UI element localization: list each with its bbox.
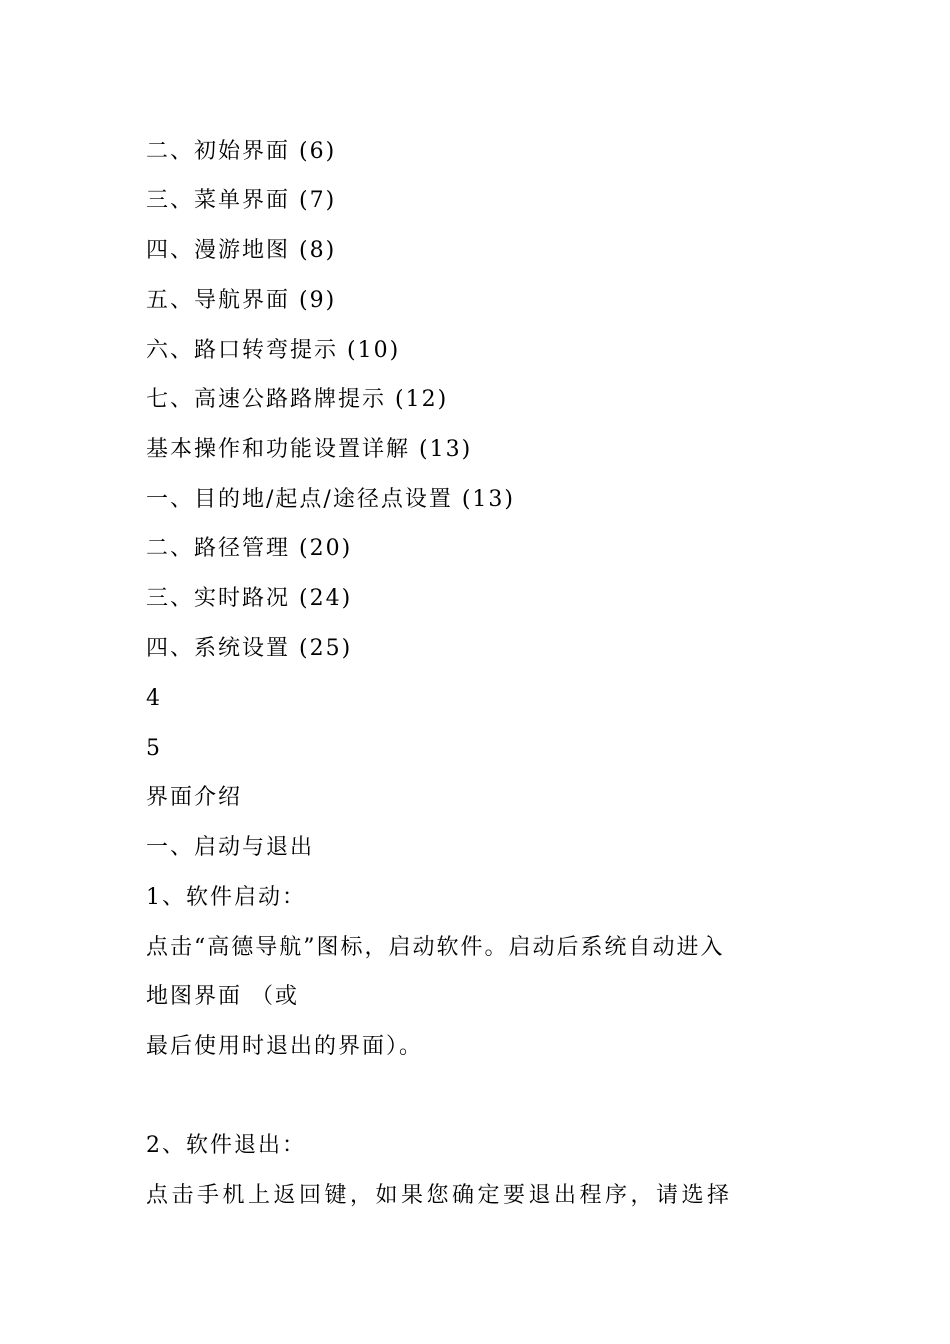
step-title: 1、软件启动：: [146, 885, 306, 910]
subsection-title: 一、启动与退出: [146, 835, 315, 860]
toc-item: 七、高速公路路牌提示 (12): [146, 387, 449, 412]
toc-item: 二、初始界面 (6): [146, 139, 337, 164]
toc-item: 三、实时路况 (24): [146, 586, 353, 611]
paragraph-line: 最后使用时退出的界面）。: [146, 1034, 424, 1059]
page-number: 4: [146, 686, 162, 711]
toc-item: 三、菜单界面 (7): [146, 188, 337, 213]
paragraph-line: 点击“高德导航”图标，启动软件。启动后系统自动进入: [146, 935, 725, 960]
toc-item: 二、路径管理 (20): [146, 536, 353, 561]
toc-item: 基本操作和功能设置详解 (13): [146, 437, 473, 462]
toc-item: 四、漫游地图 (8): [146, 238, 337, 263]
paragraph-line: 点击手机上返回键，如果您确定要退出程序，请选择: [146, 1183, 733, 1208]
toc-item: 六、路口转弯提示 (10): [146, 338, 401, 363]
page-number: 5: [146, 736, 162, 761]
toc-item: 五、导航界面 (9): [146, 288, 337, 313]
paragraph-line: 地图界面 （或: [146, 984, 299, 1009]
toc-item: 四、系统设置 (25): [146, 636, 353, 661]
step-title: 2、软件退出：: [146, 1133, 306, 1158]
section-title: 界面介绍: [146, 785, 243, 810]
toc-item: 一、目的地/起点/途径点设置 (13): [146, 487, 515, 512]
